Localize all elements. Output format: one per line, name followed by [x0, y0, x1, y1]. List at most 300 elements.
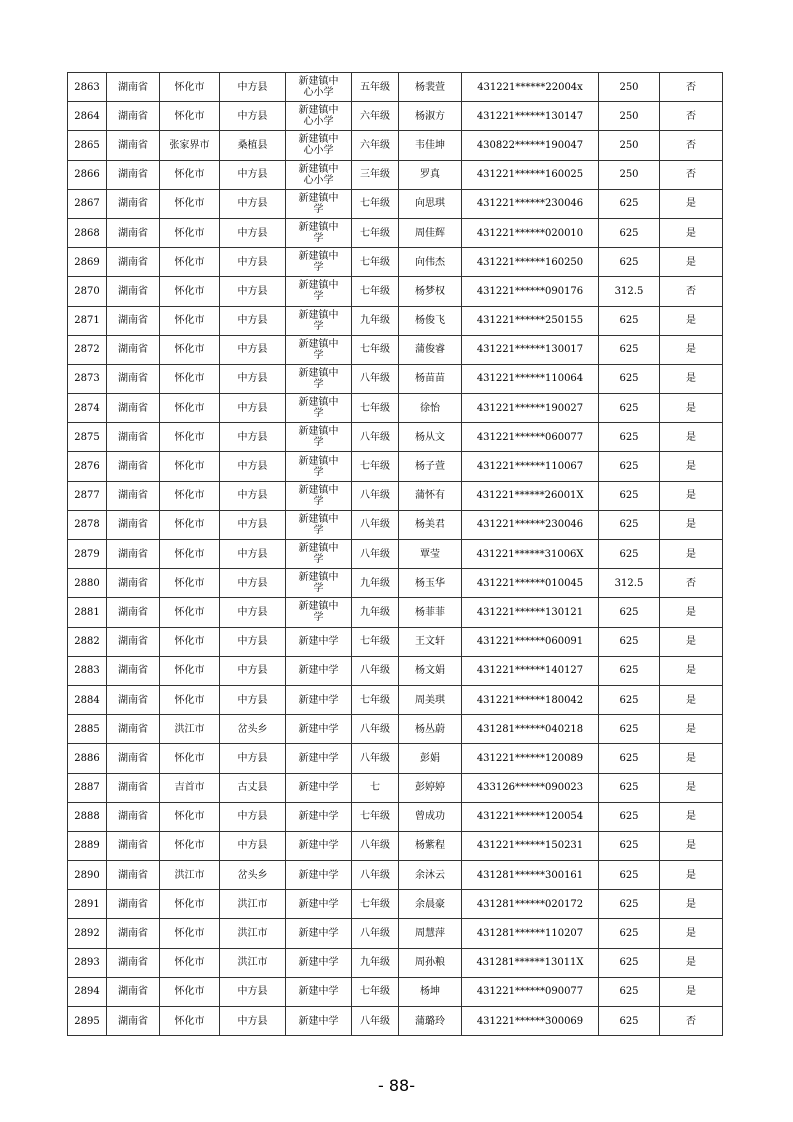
county-cell: 中方县 — [220, 73, 286, 102]
student-name-cell: 杨裴萱 — [399, 73, 462, 102]
grade-cell: 七年级 — [352, 335, 399, 364]
row-number: 2878 — [68, 510, 107, 539]
id-number-cell: 431221******190027 — [462, 394, 599, 423]
county-cell: 洪江市 — [220, 890, 286, 919]
student-name-cell: 杨梦权 — [399, 277, 462, 306]
grade-cell: 八年级 — [352, 831, 399, 860]
row-number: 2875 — [68, 423, 107, 452]
flag-cell: 是 — [660, 218, 723, 247]
school-cell: 新建镇中学 — [286, 364, 352, 393]
table-row — [68, 569, 723, 598]
city-cell: 怀化市 — [160, 656, 220, 685]
amount-cell: 625 — [599, 218, 660, 247]
table-row — [68, 948, 723, 977]
student-name-cell: 韦佳坤 — [399, 131, 462, 160]
amount-cell: 625 — [599, 364, 660, 393]
student-name-cell: 周孙粮 — [399, 948, 462, 977]
row-number: 2893 — [68, 948, 107, 977]
amount-cell: 625 — [599, 481, 660, 510]
city-cell: 怀化市 — [160, 481, 220, 510]
flag-cell: 否 — [660, 160, 723, 189]
city-cell: 吉首市 — [160, 773, 220, 802]
county-cell: 中方县 — [220, 481, 286, 510]
county-cell: 洪江市 — [220, 919, 286, 948]
county-cell: 中方县 — [220, 1007, 286, 1036]
school-cell: 新建中学 — [286, 919, 352, 948]
county-cell: 中方县 — [220, 306, 286, 335]
amount-cell: 625 — [599, 802, 660, 831]
flag-cell: 是 — [660, 364, 723, 393]
flag-cell: 否 — [660, 73, 723, 102]
school-cell: 新建中学 — [286, 744, 352, 773]
student-name-cell: 杨玉华 — [399, 569, 462, 598]
student-name-cell: 周美琪 — [399, 685, 462, 714]
school-cell: 新建镇中学 — [286, 481, 352, 510]
grade-cell: 八年级 — [352, 656, 399, 685]
grade-cell: 七年级 — [352, 890, 399, 919]
amount-cell: 312.5 — [599, 569, 660, 598]
school-cell: 新建中学 — [286, 685, 352, 714]
student-name-cell: 杨淑方 — [399, 102, 462, 131]
grade-cell: 七年级 — [352, 277, 399, 306]
school-cell: 新建镇中学 — [286, 248, 352, 277]
flag-cell: 是 — [660, 627, 723, 656]
grade-cell: 八年级 — [352, 423, 399, 452]
grade-cell: 三年级 — [352, 160, 399, 189]
table-row — [68, 802, 723, 831]
id-number-cell: 431221******140127 — [462, 656, 599, 685]
row-number: 2892 — [68, 919, 107, 948]
grade-cell: 九年级 — [352, 306, 399, 335]
city-cell: 怀化市 — [160, 831, 220, 860]
county-cell: 中方县 — [220, 510, 286, 539]
student-name-cell: 杨丛蔚 — [399, 715, 462, 744]
amount-cell: 625 — [599, 335, 660, 364]
flag-cell: 是 — [660, 598, 723, 627]
table-row — [68, 364, 723, 393]
student-name-cell: 向伟杰 — [399, 248, 462, 277]
row-number: 2869 — [68, 248, 107, 277]
grade-cell: 七年级 — [352, 248, 399, 277]
student-name-cell: 向思琪 — [399, 189, 462, 218]
student-name-cell: 徐怡 — [399, 394, 462, 423]
student-name-cell: 周慧萍 — [399, 919, 462, 948]
row-number: 2891 — [68, 890, 107, 919]
table-row — [68, 510, 723, 539]
flag-cell: 是 — [660, 685, 723, 714]
grade-cell: 八年级 — [352, 861, 399, 890]
province-cell: 湖南省 — [107, 831, 160, 860]
flag-cell: 是 — [660, 744, 723, 773]
row-number: 2865 — [68, 131, 107, 160]
city-cell: 怀化市 — [160, 452, 220, 481]
amount-cell: 625 — [599, 744, 660, 773]
grade-cell: 七年级 — [352, 394, 399, 423]
flag-cell: 是 — [660, 861, 723, 890]
grade-cell: 七年级 — [352, 977, 399, 1006]
row-number: 2872 — [68, 335, 107, 364]
flag-cell: 是 — [660, 481, 723, 510]
school-cell: 新建中学 — [286, 948, 352, 977]
flag-cell: 是 — [660, 802, 723, 831]
row-number: 2871 — [68, 306, 107, 335]
grade-cell: 八年级 — [352, 1007, 399, 1036]
province-cell: 湖南省 — [107, 715, 160, 744]
city-cell: 怀化市 — [160, 160, 220, 189]
school-cell: 新建镇中心小学 — [286, 160, 352, 189]
province-cell: 湖南省 — [107, 423, 160, 452]
id-number-cell: 431221******160250 — [462, 248, 599, 277]
county-cell: 中方县 — [220, 744, 286, 773]
grade-cell: 五年级 — [352, 73, 399, 102]
county-cell: 中方县 — [220, 394, 286, 423]
school-cell: 新建镇中学 — [286, 598, 352, 627]
amount-cell: 625 — [599, 189, 660, 218]
amount-cell: 250 — [599, 160, 660, 189]
row-number: 2866 — [68, 160, 107, 189]
amount-cell: 250 — [599, 102, 660, 131]
grade-cell: 七年级 — [352, 189, 399, 218]
grade-cell: 七年级 — [352, 218, 399, 247]
flag-cell: 是 — [660, 510, 723, 539]
city-cell: 怀化市 — [160, 890, 220, 919]
table-row — [68, 306, 723, 335]
city-cell: 怀化市 — [160, 218, 220, 247]
grade-cell: 八年级 — [352, 364, 399, 393]
amount-cell: 625 — [599, 1007, 660, 1036]
table-row — [68, 1007, 723, 1036]
province-cell: 湖南省 — [107, 510, 160, 539]
province-cell: 湖南省 — [107, 160, 160, 189]
province-cell: 湖南省 — [107, 861, 160, 890]
school-cell: 新建中学 — [286, 773, 352, 802]
province-cell: 湖南省 — [107, 569, 160, 598]
id-number-cell: 431221******230046 — [462, 189, 599, 218]
row-number: 2889 — [68, 831, 107, 860]
flag-cell: 是 — [660, 189, 723, 218]
table-row — [68, 394, 723, 423]
grade-cell: 七年级 — [352, 802, 399, 831]
school-cell: 新建镇中心小学 — [286, 73, 352, 102]
city-cell: 怀化市 — [160, 1007, 220, 1036]
row-number: 2887 — [68, 773, 107, 802]
amount-cell: 625 — [599, 656, 660, 685]
student-name-cell: 杨文娟 — [399, 656, 462, 685]
id-number-cell: 433126******090023 — [462, 773, 599, 802]
flag-cell: 是 — [660, 773, 723, 802]
grade-cell: 九年级 — [352, 569, 399, 598]
city-cell: 怀化市 — [160, 277, 220, 306]
id-number-cell: 431221******300069 — [462, 1007, 599, 1036]
city-cell: 怀化市 — [160, 744, 220, 773]
province-cell: 湖南省 — [107, 890, 160, 919]
grade-cell: 八年级 — [352, 919, 399, 948]
county-cell: 中方县 — [220, 102, 286, 131]
id-number-cell: 431221******26001X — [462, 481, 599, 510]
id-number-cell: 431221******130121 — [462, 598, 599, 627]
table-row — [68, 218, 723, 247]
county-cell: 中方县 — [220, 569, 286, 598]
school-cell: 新建镇中学 — [286, 452, 352, 481]
flag-cell: 否 — [660, 1007, 723, 1036]
province-cell: 湖南省 — [107, 977, 160, 1006]
table-row — [68, 102, 723, 131]
school-cell: 新建镇中学 — [286, 277, 352, 306]
table-row — [68, 540, 723, 569]
city-cell: 怀化市 — [160, 540, 220, 569]
amount-cell: 625 — [599, 948, 660, 977]
row-number: 2890 — [68, 861, 107, 890]
school-cell: 新建中学 — [286, 802, 352, 831]
school-cell: 新建中学 — [286, 861, 352, 890]
row-number: 2886 — [68, 744, 107, 773]
id-number-cell: 431221******180042 — [462, 685, 599, 714]
city-cell: 怀化市 — [160, 423, 220, 452]
province-cell: 湖南省 — [107, 481, 160, 510]
student-name-cell: 杨紫程 — [399, 831, 462, 860]
table-row — [68, 977, 723, 1006]
table-row — [68, 277, 723, 306]
amount-cell: 625 — [599, 248, 660, 277]
id-number-cell: 431221******020010 — [462, 218, 599, 247]
school-cell: 新建中学 — [286, 656, 352, 685]
province-cell: 湖南省 — [107, 948, 160, 977]
table-row — [68, 73, 723, 102]
grade-cell: 九年级 — [352, 948, 399, 977]
table-body — [68, 73, 723, 1036]
county-cell: 中方县 — [220, 277, 286, 306]
row-number: 2868 — [68, 218, 107, 247]
grade-cell: 八年级 — [352, 715, 399, 744]
row-number: 2895 — [68, 1007, 107, 1036]
table-row — [68, 861, 723, 890]
county-cell: 中方县 — [220, 364, 286, 393]
amount-cell: 250 — [599, 73, 660, 102]
student-name-cell: 杨苗苗 — [399, 364, 462, 393]
grade-cell: 九年级 — [352, 598, 399, 627]
row-number: 2881 — [68, 598, 107, 627]
id-number-cell: 431221******110064 — [462, 364, 599, 393]
row-number: 2874 — [68, 394, 107, 423]
table-row — [68, 773, 723, 802]
county-cell: 中方县 — [220, 452, 286, 481]
table-row — [68, 131, 723, 160]
id-number-cell: 430822******190047 — [462, 131, 599, 160]
school-cell: 新建镇中学 — [286, 510, 352, 539]
flag-cell: 否 — [660, 131, 723, 160]
grade-cell: 八年级 — [352, 481, 399, 510]
table-row — [68, 685, 723, 714]
row-number: 2863 — [68, 73, 107, 102]
id-number-cell: 431221******090077 — [462, 977, 599, 1006]
flag-cell: 否 — [660, 277, 723, 306]
grade-cell: 八年级 — [352, 744, 399, 773]
flag-cell: 是 — [660, 452, 723, 481]
province-cell: 湖南省 — [107, 335, 160, 364]
student-name-cell: 杨坤 — [399, 977, 462, 1006]
id-number-cell: 431221******130017 — [462, 335, 599, 364]
county-cell: 中方县 — [220, 598, 286, 627]
school-cell: 新建中学 — [286, 715, 352, 744]
id-number-cell: 431281******110207 — [462, 919, 599, 948]
province-cell: 湖南省 — [107, 277, 160, 306]
table-row — [68, 890, 723, 919]
amount-cell: 625 — [599, 540, 660, 569]
amount-cell: 625 — [599, 715, 660, 744]
city-cell: 怀化市 — [160, 919, 220, 948]
row-number: 2876 — [68, 452, 107, 481]
grade-cell: 八年级 — [352, 540, 399, 569]
city-cell: 怀化市 — [160, 102, 220, 131]
province-cell: 湖南省 — [107, 394, 160, 423]
table-row — [68, 452, 723, 481]
student-name-cell: 杨美君 — [399, 510, 462, 539]
amount-cell: 625 — [599, 861, 660, 890]
city-cell: 怀化市 — [160, 598, 220, 627]
table-row — [68, 831, 723, 860]
student-name-cell: 余沐云 — [399, 861, 462, 890]
province-cell: 湖南省 — [107, 452, 160, 481]
id-number-cell: 431221******120089 — [462, 744, 599, 773]
province-cell: 湖南省 — [107, 306, 160, 335]
grade-cell: 七年级 — [352, 452, 399, 481]
row-number: 2884 — [68, 685, 107, 714]
school-cell: 新建镇中学 — [286, 218, 352, 247]
table-row — [68, 627, 723, 656]
row-number: 2880 — [68, 569, 107, 598]
county-cell: 中方县 — [220, 831, 286, 860]
city-cell: 怀化市 — [160, 73, 220, 102]
student-name-cell: 杨从文 — [399, 423, 462, 452]
school-cell: 新建镇中学 — [286, 189, 352, 218]
table-row — [68, 248, 723, 277]
school-cell: 新建镇中学 — [286, 423, 352, 452]
city-cell: 怀化市 — [160, 948, 220, 977]
school-cell: 新建镇中学 — [286, 540, 352, 569]
school-cell: 新建中学 — [286, 831, 352, 860]
amount-cell: 625 — [599, 598, 660, 627]
grade-cell: 六年级 — [352, 131, 399, 160]
grade-cell: 七 — [352, 773, 399, 802]
city-cell: 怀化市 — [160, 569, 220, 598]
student-name-cell: 蒲怀有 — [399, 481, 462, 510]
province-cell: 湖南省 — [107, 598, 160, 627]
province-cell: 湖南省 — [107, 685, 160, 714]
county-cell: 中方县 — [220, 423, 286, 452]
id-number-cell: 431221******160025 — [462, 160, 599, 189]
flag-cell: 是 — [660, 306, 723, 335]
city-cell: 怀化市 — [160, 802, 220, 831]
flag-cell: 是 — [660, 540, 723, 569]
province-cell: 湖南省 — [107, 744, 160, 773]
flag-cell: 否 — [660, 102, 723, 131]
flag-cell: 是 — [660, 248, 723, 277]
id-number-cell: 431281******020172 — [462, 890, 599, 919]
id-number-cell: 431221******060077 — [462, 423, 599, 452]
id-number-cell: 431221******250155 — [462, 306, 599, 335]
school-cell: 新建中学 — [286, 1007, 352, 1036]
id-number-cell: 431221******230046 — [462, 510, 599, 539]
id-number-cell: 431281******040218 — [462, 715, 599, 744]
student-name-cell: 杨菲菲 — [399, 598, 462, 627]
row-number: 2864 — [68, 102, 107, 131]
id-number-cell: 431221******110067 — [462, 452, 599, 481]
table-row — [68, 715, 723, 744]
student-name-cell: 覃莹 — [399, 540, 462, 569]
county-cell: 中方县 — [220, 627, 286, 656]
student-name-cell: 杨俊飞 — [399, 306, 462, 335]
amount-cell: 625 — [599, 627, 660, 656]
county-cell: 中方县 — [220, 218, 286, 247]
county-cell: 中方县 — [220, 802, 286, 831]
table-row — [68, 919, 723, 948]
province-cell: 湖南省 — [107, 364, 160, 393]
flag-cell: 是 — [660, 394, 723, 423]
amount-cell: 312.5 — [599, 277, 660, 306]
id-number-cell: 431221******090176 — [462, 277, 599, 306]
county-cell: 洪江市 — [220, 948, 286, 977]
county-cell: 桑植县 — [220, 131, 286, 160]
student-name-cell: 彭婷婷 — [399, 773, 462, 802]
amount-cell: 625 — [599, 306, 660, 335]
flag-cell: 否 — [660, 569, 723, 598]
id-number-cell: 431221******010045 — [462, 569, 599, 598]
province-cell: 湖南省 — [107, 218, 160, 247]
province-cell: 湖南省 — [107, 656, 160, 685]
flag-cell: 是 — [660, 656, 723, 685]
flag-cell: 是 — [660, 335, 723, 364]
amount-cell: 625 — [599, 452, 660, 481]
county-cell: 中方县 — [220, 540, 286, 569]
grade-cell: 七年级 — [352, 685, 399, 714]
city-cell: 怀化市 — [160, 977, 220, 1006]
amount-cell: 625 — [599, 685, 660, 714]
province-cell: 湖南省 — [107, 802, 160, 831]
student-name-cell: 余晨豪 — [399, 890, 462, 919]
row-number: 2883 — [68, 656, 107, 685]
province-cell: 湖南省 — [107, 102, 160, 131]
flag-cell: 是 — [660, 831, 723, 860]
student-name-cell: 蒲俊睿 — [399, 335, 462, 364]
province-cell: 湖南省 — [107, 773, 160, 802]
amount-cell: 625 — [599, 919, 660, 948]
city-cell: 洪江市 — [160, 861, 220, 890]
city-cell: 洪江市 — [160, 715, 220, 744]
table-row — [68, 423, 723, 452]
id-number-cell: 431221******150231 — [462, 831, 599, 860]
school-cell: 新建镇中学 — [286, 335, 352, 364]
row-number: 2894 — [68, 977, 107, 1006]
id-number-cell: 431221******22004x — [462, 73, 599, 102]
grade-cell: 八年级 — [352, 510, 399, 539]
table-row — [68, 481, 723, 510]
table-row — [68, 335, 723, 364]
flag-cell: 是 — [660, 977, 723, 1006]
amount-cell: 625 — [599, 977, 660, 1006]
city-cell: 怀化市 — [160, 627, 220, 656]
id-number-cell: 431221******120054 — [462, 802, 599, 831]
school-cell: 新建镇中学 — [286, 306, 352, 335]
province-cell: 湖南省 — [107, 248, 160, 277]
subsidy-table — [67, 72, 723, 1036]
city-cell: 怀化市 — [160, 394, 220, 423]
province-cell: 湖南省 — [107, 189, 160, 218]
table-row — [68, 189, 723, 218]
county-cell: 岔头乡 — [220, 861, 286, 890]
row-number: 2867 — [68, 189, 107, 218]
city-cell: 怀化市 — [160, 685, 220, 714]
school-cell: 新建镇中心小学 — [286, 131, 352, 160]
